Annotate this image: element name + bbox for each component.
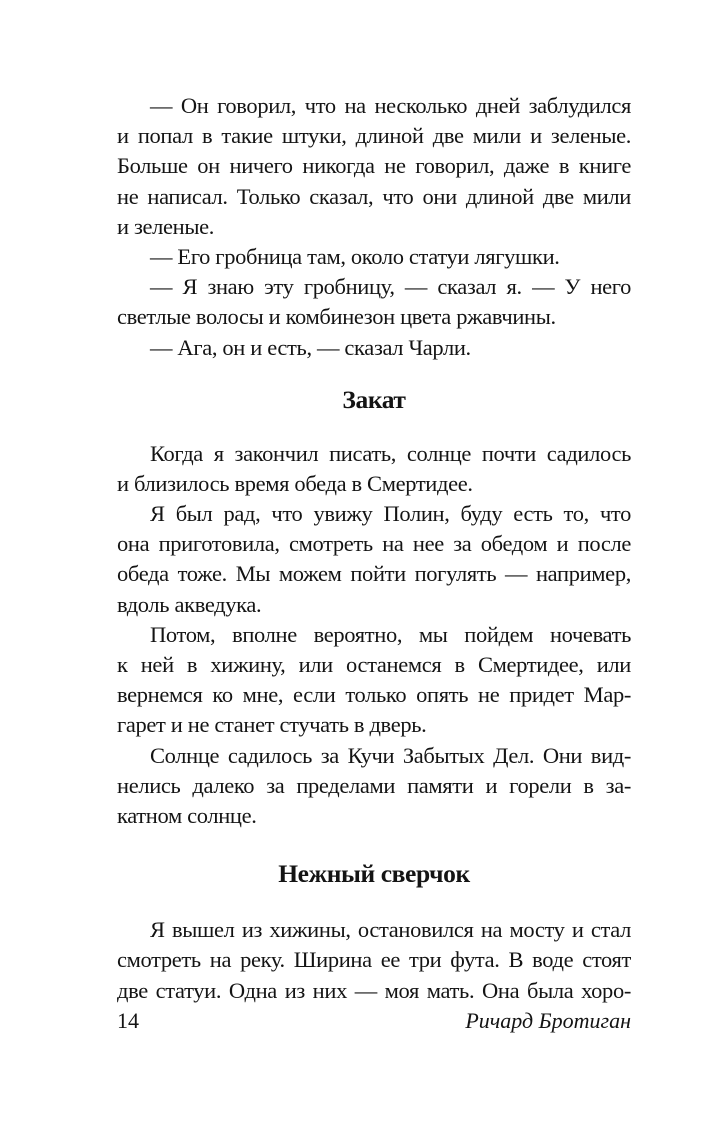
paragraph bbox=[117, 333, 631, 363]
paragraph bbox=[117, 439, 631, 499]
text-line: не написал. Только сказал, что они длиной две мили bbox=[117, 183, 631, 209]
text-line: Я вышел из хижины, остановился на мосту и стал bbox=[150, 917, 631, 943]
text-line: и зеленые. bbox=[117, 213, 215, 239]
running-head: Ричард Бротиган bbox=[465, 1008, 631, 1033]
text-line: катном солнце. bbox=[117, 802, 257, 828]
text-line: светлые волосы и комбинезон цвета ржавчины. bbox=[117, 304, 556, 330]
paragraph bbox=[117, 499, 631, 620]
text-line: к ней в хижину, или останемся в Смертидее, или bbox=[117, 652, 631, 677]
text-line: и близилось время обеда в Смертидее. bbox=[117, 470, 473, 496]
text-line: — Ага, он и есть, — сказал Чарли. bbox=[150, 334, 471, 360]
page-body bbox=[117, 91, 631, 1006]
section-heading: Нежный сверчок bbox=[278, 859, 470, 889]
text-line: — Его гробница там, около статуи лягушки. bbox=[150, 243, 560, 269]
text-line: она приготовила, смотреть на нее за обедом и после bbox=[117, 531, 631, 557]
text-line: вернемся ко мне, если только опять не придет Мар- bbox=[117, 682, 631, 708]
text-line: — Я знаю эту гробницу, — сказал я. — У него bbox=[150, 274, 631, 300]
paragraph bbox=[117, 91, 631, 242]
paragraph bbox=[117, 242, 631, 272]
text-line: смотреть на реку. Ширина ее три фута. В воде стоят bbox=[117, 947, 631, 973]
text-line: Больше он ничего никогда не говорил, даже в книге bbox=[117, 153, 631, 179]
text-line: вдоль акведука. bbox=[117, 591, 262, 617]
text-line: — Он говорил, что на несколько дней заблудился bbox=[150, 93, 631, 118]
text-line: две статуи. Одна из них — моя мать. Она была хоро- bbox=[117, 977, 631, 1003]
text-line: и попал в такие штуки, длиной две мили и зеленые. bbox=[117, 123, 631, 149]
page-footer bbox=[117, 1006, 631, 1036]
paragraph bbox=[117, 620, 631, 741]
page-number: 14 bbox=[117, 1008, 139, 1033]
text-line: гарет и не станет стучать в дверь. bbox=[117, 712, 427, 738]
text-line: Когда я закончил писать, солнце почти садилось bbox=[150, 440, 631, 466]
paragraph bbox=[117, 915, 631, 1006]
text-line: Потом, вполне вероятно, мы пойдем ночевать bbox=[150, 621, 631, 647]
text-line: обеда тоже. Мы можем пойти погулять — например, bbox=[117, 561, 631, 587]
paragraph bbox=[117, 272, 631, 332]
text-line: Солнце садилось за Кучи Забытых Дел. Они вид- bbox=[150, 742, 631, 768]
paragraph bbox=[117, 741, 631, 832]
text-line: Я был рад, что увижу Полин, буду есть то, что bbox=[150, 501, 631, 527]
section-heading: Закат bbox=[342, 384, 406, 414]
text-line: нелись далеко за пределами памяти и горели в за- bbox=[117, 772, 631, 798]
